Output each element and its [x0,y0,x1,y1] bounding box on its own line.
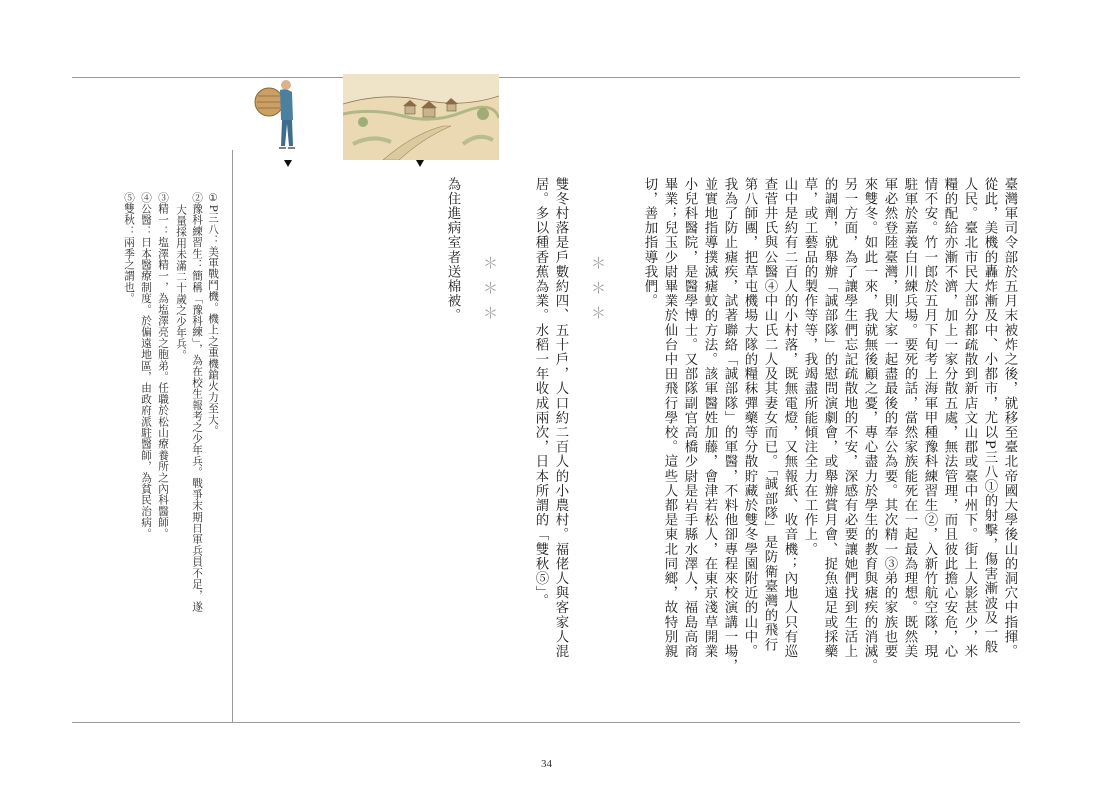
footnote: ②豫科練習生：簡稱「豫科練」，為在校生報考之少年兵。戰爭末期日軍兵員不足，遂 [191,192,203,613]
body-column: 來雙冬。如此一來，我就無後顧之憂，專心盡力於學生的教育與瘧疾的消滅。 [862,177,877,674]
body-column: 小兒科醫院，是醫學博士。又部隊副官高橋少尉是岩手縣水澤人，福島高商 [682,177,697,659]
body-column: 從此，美機的轟炸漸及中、小都市，尤以P三八①的射擊，傷害漸波及一般 [982,177,997,655]
footnote: 大量採用未滿二十歲之少年兵。 [175,204,187,361]
body-column: 的調劑，就舉辦「誠部隊」的慰問演劇會，或舉辦賞月會、捉魚遠足或採藥 [822,177,837,659]
body-column: 臺灣軍司令部於五月末被炸之後，就移至臺北帝國大學後山的洞穴中指揮。 [1002,177,1017,659]
footnote: ③精一：塩澤精一，為塩澤亮之胞弟。任職於松山療養所之內科醫師。 [157,192,169,540]
body-column: 駐軍於嘉義白川練兵場。要死的話，當然家族能死在一起最為理想。既然美 [902,177,917,659]
body-column: 軍必然登陸臺灣，則大家一起盡最後的奉公為要。其次精一③弟的家族也要 [882,177,897,659]
footnote: ⑤雙秋：兩季之謂也。 [123,192,135,304]
section-break: ＊＊＊ [589,255,607,330]
body-column: 山中是約有二百人的小村落，既無電燈，又無報紙、收音機；內地人只有巡 [782,177,797,659]
body-column: 畢業；兒玉少尉畢業於仙台中田飛行學校。這些人都是東北同鄉，故特別親 [662,177,677,659]
body-column: 居。多以種香蕉為業。水稻一年收成兩次，日本所謂的「雙秋⑤」。 [533,177,548,609]
figure-marker-2 [416,160,424,167]
body-column: 切，善加指導我們。 [642,177,657,309]
body-column: 人民。臺北市民大部分都疏散到新店文山郡或臺中州下。街上人影甚少，米 [962,177,977,659]
footnote: ①P三八：美軍戰鬥機。機上之重機鎗火力至大。 [207,192,219,437]
body-column: 草，或工藝品的製作等等，我竭盡所能傾注全力在工作上。 [802,177,817,557]
section-break: ＊＊＊ [481,255,499,330]
column-divider [232,150,233,722]
page-number: 34 [541,758,552,770]
top-rule [72,77,1020,78]
body-column: 查菅井氏與公醫④中山氏二人及其妻女而已。「誠部隊」是防衛臺灣的飛行 [762,177,777,653]
village-landscape-illustration [343,74,499,160]
body-column: 第八師團，把草屯機場大隊的糧秣彈藥等分散貯藏於雙冬學園附近的山中。 [742,177,757,659]
farmer-with-basket-illustration [252,74,300,158]
body-column: 糧的配給亦漸不濟，加上一家分散五處，無法管理，而且彼此擔心安危，心 [942,177,957,659]
body-column: 我為了防止瘧疾，試著聯絡「誠部隊」的軍醫，不料他卻專程來校演講一場， [722,177,737,674]
body-column: 情不安。竹一郎於五月下旬考上海軍甲種豫科練習生②，入新竹航空隊，現 [922,177,937,659]
bottom-rule [72,722,1020,723]
body-column: 並實地指導撲滅瘧蚊的方法。該軍醫姓加藤，會津若松人，在東京淺草開業 [702,177,717,659]
footnote: ④公醫：日本醫療制度。於偏遠地區，由政府派駐醫師，為貧民治病。 [140,192,152,540]
body-column: 為住進病室者送棉被。 [445,177,460,323]
figure-marker-1 [284,160,292,167]
body-column: 另一方面，為了讓學生們忘記疏散地的不安，深感有必要讓她們找到生活上 [842,177,857,659]
body-column: 雙冬村落是戶數約四、五十戶，人口約二百人的小農村。福佬人與客家人混 [553,177,568,659]
